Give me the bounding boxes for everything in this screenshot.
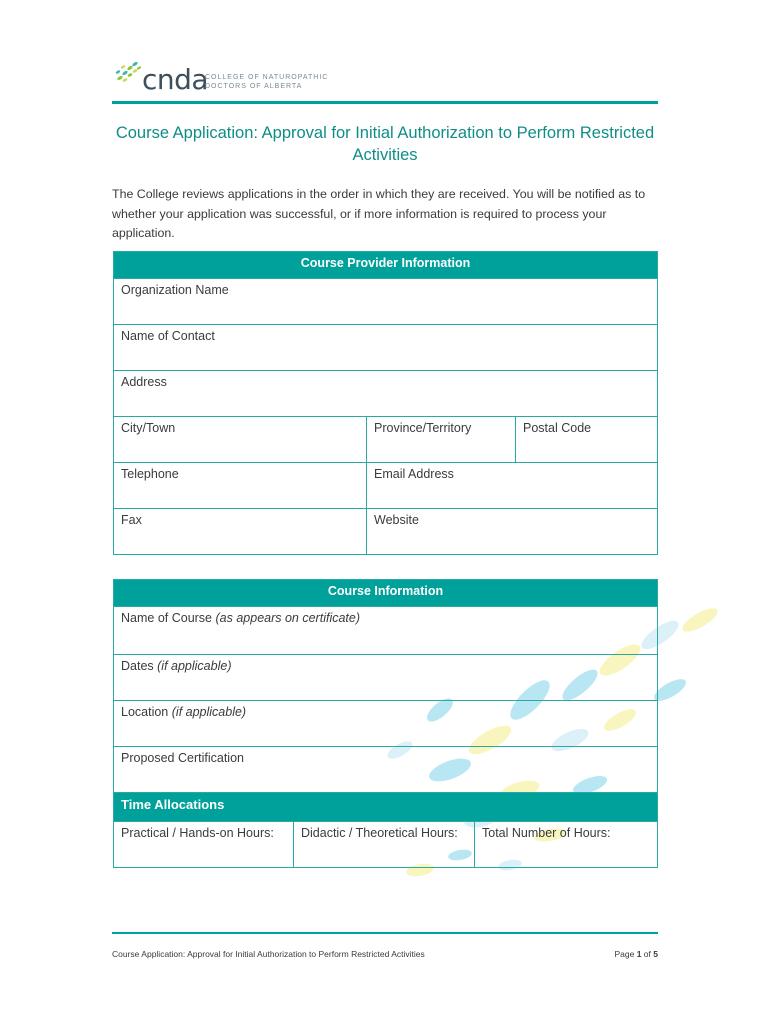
address-label: Address xyxy=(121,375,167,389)
page-title xyxy=(112,122,658,166)
city-town-field[interactable] xyxy=(114,417,367,463)
name-of-course-label: Name of Course xyxy=(121,611,213,625)
proposed-certification-field[interactable] xyxy=(114,747,658,793)
logo-line-2: DOCTORS OF ALBERTA xyxy=(205,83,303,90)
leaf-logo-icon xyxy=(112,58,146,88)
page-current: 1 xyxy=(636,949,642,959)
time-allocations-header: Time Allocations xyxy=(114,793,658,822)
page-total: 5 xyxy=(653,949,658,959)
telephone-label: Telephone xyxy=(121,467,179,481)
footer-document-title: Course Application: Approval for Initial Authorization to Perform Restricted Activities xyxy=(112,949,425,959)
address-field[interactable] xyxy=(114,371,658,417)
fax-field[interactable] xyxy=(114,509,367,555)
city-town-label: City/Town xyxy=(121,421,176,435)
dates-note: (if applicable) xyxy=(157,659,232,673)
telephone-field[interactable] xyxy=(114,463,367,509)
proposed-certification-label: Proposed Certification xyxy=(121,751,244,765)
logo-wordmark: cnda xyxy=(142,63,209,96)
page-of: of xyxy=(643,949,651,959)
name-of-course-note: (as appears on certificate) xyxy=(215,611,361,625)
dates-label: Dates xyxy=(121,659,154,673)
cnda-logo xyxy=(112,58,342,98)
province-territory-label: Province/Territory xyxy=(374,421,472,435)
email-address-label: Email Address xyxy=(374,467,454,481)
course-provider-table xyxy=(113,251,658,555)
name-of-contact-field[interactable] xyxy=(114,325,658,371)
fax-label: Fax xyxy=(121,513,142,527)
name-of-course-field[interactable] xyxy=(114,607,658,655)
location-note: (if applicable) xyxy=(171,705,247,719)
title-line-2: Activities xyxy=(352,146,418,164)
dates-field[interactable] xyxy=(114,655,658,701)
postal-code-label: Postal Code xyxy=(523,421,592,435)
organization-name-label: Organization Name xyxy=(121,283,229,297)
didactic-hours-field[interactable] xyxy=(294,822,475,868)
logo-line-1: COLLEGE OF NATUROPATHIC xyxy=(205,74,329,81)
didactic-hours-label: Didactic / Theoretical Hours: xyxy=(301,826,458,840)
intro-paragraph: The College reviews applications in the order in which they are received. You will be notified as to whether your application was successful, or if more information is required to process your application. xyxy=(112,187,646,240)
location-label: Location xyxy=(121,705,169,719)
page-word: Page xyxy=(614,949,635,959)
logo-subtitle xyxy=(205,73,345,91)
practical-hours-field[interactable] xyxy=(114,822,294,868)
postal-code-field[interactable] xyxy=(516,417,658,463)
total-hours-field[interactable] xyxy=(475,822,658,868)
total-hours-label: Total Number of Hours: xyxy=(482,826,611,840)
title-line-1: Course Application: Approval for Initial Authorization to Perform Restricted xyxy=(115,124,655,142)
course-information-table xyxy=(113,579,658,868)
footer-divider xyxy=(112,932,658,934)
page-number xyxy=(614,949,658,959)
location-field[interactable] xyxy=(114,701,658,747)
website-label: Website xyxy=(374,513,419,527)
name-of-contact-label: Name of Contact xyxy=(121,329,215,343)
practical-hours-label: Practical / Hands-on Hours: xyxy=(121,826,274,840)
header-divider xyxy=(112,101,658,104)
email-address-field[interactable] xyxy=(367,463,658,509)
organization-name-field[interactable] xyxy=(114,279,658,325)
course-provider-header: Course Provider Information xyxy=(114,252,658,279)
website-field[interactable] xyxy=(367,509,658,555)
province-territory-field[interactable] xyxy=(367,417,516,463)
course-information-header: Course Information xyxy=(114,580,658,607)
